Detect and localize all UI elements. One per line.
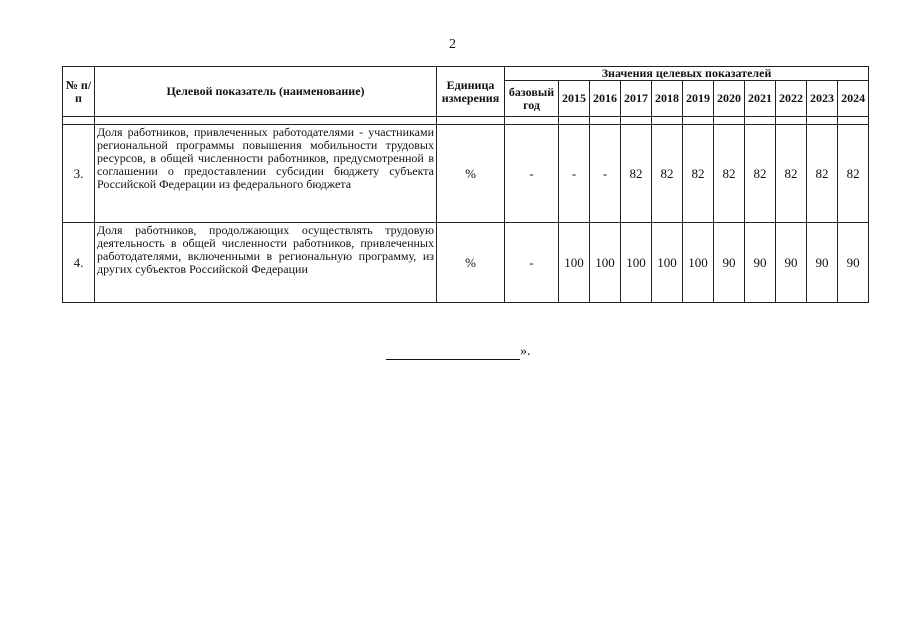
row-unit: % [437, 125, 505, 223]
row-value: 90 [745, 223, 776, 303]
row-value: - [559, 125, 590, 223]
column-index [590, 117, 621, 125]
header-year: 2020 [714, 81, 745, 117]
row-value: 82 [838, 125, 869, 223]
row-value: 82 [745, 125, 776, 223]
row-value: 90 [714, 223, 745, 303]
column-index [63, 117, 95, 125]
column-index-row [63, 117, 869, 125]
row-value: - [590, 125, 621, 223]
row-value: 90 [807, 223, 838, 303]
row-value: 100 [652, 223, 683, 303]
header-unit: Единица измерения [437, 67, 505, 117]
row-value: 82 [776, 125, 807, 223]
row-base-value: - [505, 223, 559, 303]
row-value: 100 [559, 223, 590, 303]
signature-underline [386, 345, 520, 360]
row-value: 82 [652, 125, 683, 223]
row-value: 82 [621, 125, 652, 223]
header-year: 2019 [683, 81, 714, 117]
header-year: 2024 [838, 81, 869, 117]
column-index [683, 117, 714, 125]
column-index [745, 117, 776, 125]
column-index [559, 117, 590, 125]
row-value: 82 [683, 125, 714, 223]
header-year: 2018 [652, 81, 683, 117]
header-num: № п/п [63, 67, 95, 117]
header-year: 2023 [807, 81, 838, 117]
row-value: 82 [714, 125, 745, 223]
row-indicator: Доля работников, привлеченных работодателями - участниками региональной программы повышения мобильности трудовых ресурсов, в общей численности работников, предусмотренной в соглашении о предоставлении субсидии бюджету субъекта Российской Федерации из федерального бюджета [95, 125, 437, 223]
target-indicators-table [62, 66, 869, 303]
column-index [437, 117, 505, 125]
closing-line [386, 344, 531, 360]
row-num: 4. [63, 223, 95, 303]
header-base-year: базовый год [505, 81, 559, 117]
row-value: 100 [621, 223, 652, 303]
column-index [505, 117, 559, 125]
header-values-group: Значения целевых показателей [505, 67, 869, 81]
row-value: 100 [683, 223, 714, 303]
header-year: 2015 [559, 81, 590, 117]
header-year: 2022 [776, 81, 807, 117]
row-unit: % [437, 223, 505, 303]
page-number: 2 [449, 37, 456, 52]
column-index [776, 117, 807, 125]
column-index [652, 117, 683, 125]
header-year: 2016 [590, 81, 621, 117]
row-num: 3. [63, 125, 95, 223]
row-value: 100 [590, 223, 621, 303]
header-indicator: Целевой показатель (наименование) [95, 67, 437, 117]
row-value: 90 [776, 223, 807, 303]
column-index [621, 117, 652, 125]
column-index [714, 117, 745, 125]
header-year: 2017 [621, 81, 652, 117]
row-value: 82 [807, 125, 838, 223]
header-year: 2021 [745, 81, 776, 117]
column-index [95, 117, 437, 125]
column-index [838, 117, 869, 125]
column-index [807, 117, 838, 125]
row-base-value: - [505, 125, 559, 223]
row-indicator: Доля работников, продолжающих осуществлять трудовую деятельность в общей численности работников, привлеченных работодателями, включенными в региональную программу, из других субъектов Российской Федерации [95, 223, 437, 303]
closing-quote: ». [520, 344, 531, 359]
table-row [63, 125, 869, 223]
row-value: 90 [838, 223, 869, 303]
table-row [63, 223, 869, 303]
